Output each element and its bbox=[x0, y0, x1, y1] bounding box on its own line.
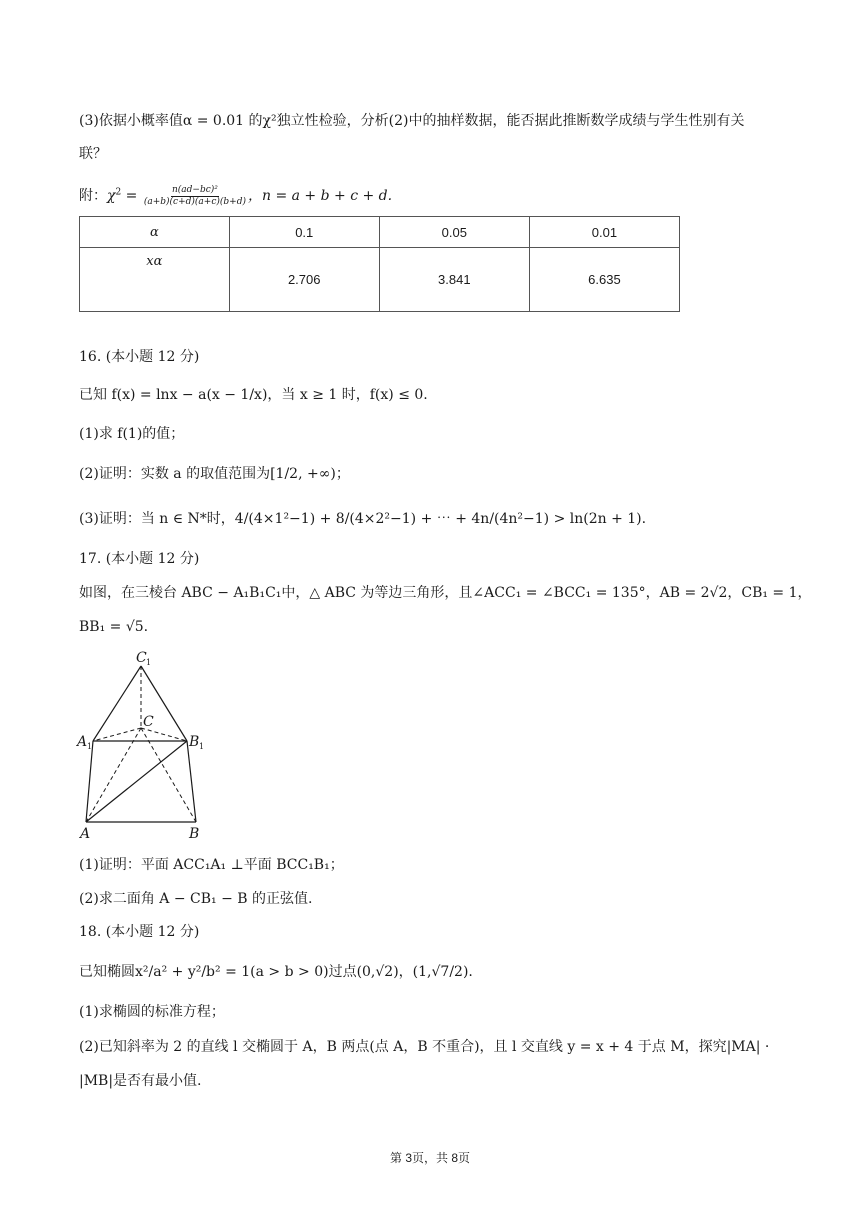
label-C1-sub: 1 bbox=[146, 658, 152, 667]
q17-title: 17. (本小题 12 分) bbox=[79, 551, 200, 567]
page-footer: 第 3页，共 8页 bbox=[389, 1151, 471, 1165]
table-cell: 2.706 bbox=[229, 248, 379, 312]
frustum-figure bbox=[76, 648, 226, 840]
q18-stem: 已知椭圆x²/a² + y²/b² = 1(a > b > 0)过点(0,√2)，(1,√7/2). bbox=[79, 964, 473, 980]
q18-title: 18. (本小题 12 分) bbox=[79, 924, 200, 940]
q17-stem-line1: 如图，在三棱台 ABC − A₁B₁C₁中，△ ABC 为等边三角形，且∠ACC₁ = ∠BCC₁ = 135°，AB = 2√2，CB₁ = 1， bbox=[79, 585, 812, 601]
label-A1-sub: 1 bbox=[87, 742, 93, 751]
edge-CB bbox=[141, 728, 196, 822]
appendix-prefix: 附： bbox=[79, 188, 107, 204]
q16-part1: (1)求 f(1)的值； bbox=[79, 426, 185, 442]
q18-part1: (1)求椭圆的标准方程； bbox=[79, 1004, 225, 1020]
table-header-cell: 0.05 bbox=[379, 217, 529, 248]
q18-part2-line2: |MB|是否有最小值. bbox=[79, 1073, 202, 1089]
edge-CA bbox=[86, 728, 141, 822]
label-C1: C bbox=[136, 650, 147, 666]
label-A1: A bbox=[77, 734, 88, 750]
chi-square-numerator: n(ad−bc)² bbox=[171, 184, 218, 195]
table-cell: 3.841 bbox=[379, 248, 529, 312]
table-row bbox=[80, 248, 680, 312]
q15-part3-line2: 联？ bbox=[79, 146, 107, 162]
q17-stem-line2: BB₁ = √5. bbox=[79, 619, 149, 635]
q16-stem: 已知 f(x) = lnx − a(x − 1/x)，当 x ≥ 1 时，f(x) ≤ 0. bbox=[79, 387, 428, 403]
table-header-cell: α bbox=[80, 217, 230, 248]
edge-A1A bbox=[86, 741, 93, 822]
q15-appendix-formula: 附：$\chi^2$ = $\frac{\text{n(ad−bc)²}}{(a+b)(c+d)(a+c)(b+d)}$ ，n = a + b + c + d. bbox=[79, 184, 393, 207]
edge-AB1 bbox=[86, 741, 187, 822]
label-B1-sub: 1 bbox=[199, 742, 205, 751]
q16-title: 16. (本小题 12 分) bbox=[79, 349, 200, 365]
formula-tail: ，n = a + b + c + d. bbox=[247, 188, 393, 204]
label-C: C bbox=[143, 714, 154, 730]
q17-part2: (2)求二面角 A − CB₁ − B 的正弦值. bbox=[79, 891, 313, 907]
label-B: B bbox=[189, 826, 200, 840]
table-header-cell: 0.01 bbox=[529, 217, 679, 248]
q15-part3-line1: (3)依据小概率值α = 0.01 的χ²独立性检验，分析(2)中的抽样数据，能否据此推断数学成绩与学生性别有关 bbox=[79, 113, 745, 129]
label-B1: B bbox=[189, 734, 200, 750]
chi-square-fraction bbox=[143, 185, 247, 208]
q16-part2: (2)证明：实数 a 的取值范围为[1/2, +∞)； bbox=[79, 466, 350, 482]
q18-part2-line1: (2)已知斜率为 2 的直线 l 交椭圆于 A，B 两点(点 A，B 不重合)，且 l 交直线 y = x + 4 于点 M，探究|MA| · bbox=[79, 1039, 770, 1055]
table-header-cell: 0.1 bbox=[229, 217, 379, 248]
critical-value-table bbox=[79, 216, 680, 312]
label-A: A bbox=[80, 826, 91, 840]
table-cell: 6.635 bbox=[529, 248, 679, 312]
q17-part1: (1)证明：平面 ACC₁A₁ ⊥平面 BCC₁B₁； bbox=[79, 857, 344, 873]
chi-square-denominator: (a+b)(c+d)(a+c)(b+d) bbox=[143, 196, 246, 207]
table-cell: xα bbox=[80, 248, 230, 312]
table-header-row bbox=[80, 217, 680, 248]
q16-part3: (3)证明：当 n ∈ N*时，4/(4×1²−1) + 8/(4×2²−1) + ⋯ + 4n/(4n²−1) > ln(2n + 1). bbox=[79, 511, 647, 527]
